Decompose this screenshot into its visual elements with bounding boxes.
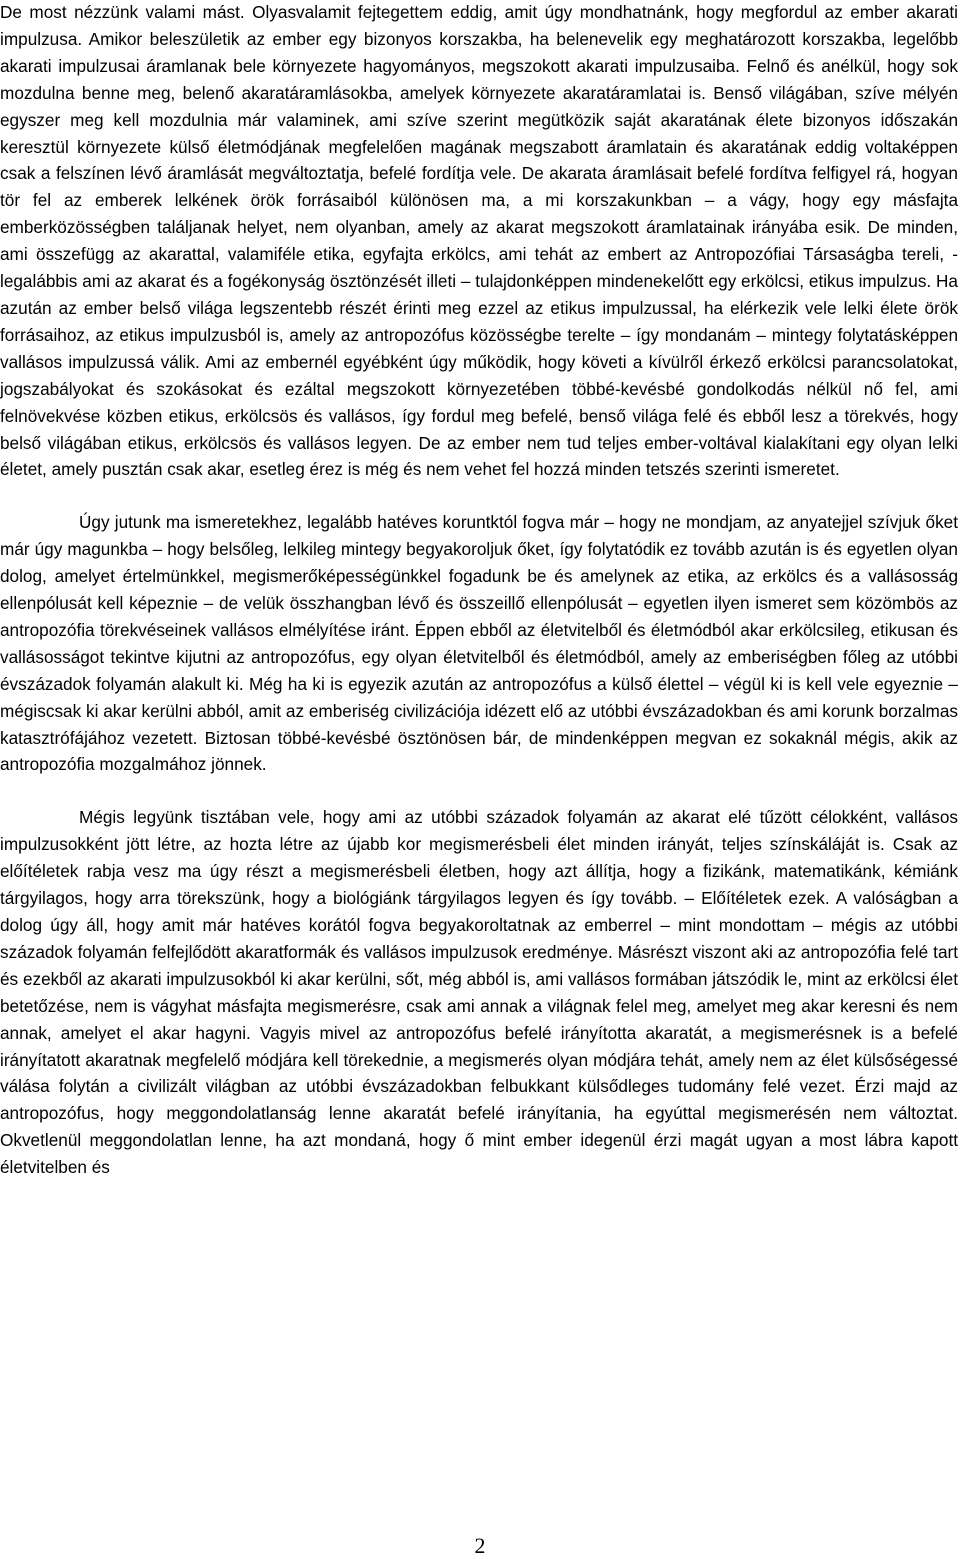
paragraph-2: Úgy jutunk ma ismeretekhez, legalább hatéves koruntktól fogva már – hogy ne mondjam, az anyatejjel szívjuk őket már úgy magunkba – hogy belsőleg, lelkileg mintegy begyakoroljuk őket, így folytatódik ez tovább azután is és egyetlen olyan dolog, amelyet értelmünkkel, megismerőképességünkkel fogadunk be és amelynek az etika, az erkölcs és a vallásosság ellenpólusát kell képeznie – de velük összhangban lévő és összeillő ellenpólusát – egyetlen ilyen ismeret sem közömbös az antropozófia törekvéseinek vallásos elmélyítése iránt. Éppen ebből az életvitelből és életmódból akar erkölcsileg, etikusan és vallásosságot tekintve kijutni az antropozófus, egy olyan életvitelből és életmódból, amely az emberiségben főleg az utóbbi évszázadok folyamán alakult ki. Még ha ki is egyezik azután az antropozófus a külső élettel – végül ki is kell vele egyeznie – mégiscsak ki akar kerülni abból, amit az emberiség civilizációja idézett elő az utóbbi évszázadokban és ami korunk borzalmas katasztrófájához vezetett. Biztosan többé-kevésbé ösztönösen bár, de mindenképpen megvan ez sokaknál mégis, akik az antropozófia mozgalmához jönnek.: [0, 512, 958, 775]
page-number: 2: [474, 1533, 486, 1558]
paragraph-3: Mégis legyünk tisztában vele, hogy ami az utóbbi századok folyamán az akarat elé tűzött célokként, vallásos impulzusokként jött létre, az hozta létre az újabb kor megismerésbeli élet minden irányát, teljes színskáláját is. Csak az előítéletek rabja vesz ma úgy részt a megismerésbeli életben, hogy azt állítja, hogy a fizikánk, matematikánk, kémiánk tárgyilagos, hogy arra törekszünk, hogy a biológiánk tárgyilagos legyen és így tovább. – Előítéletek ezek. A valóságban a dolog úgy áll, hogy amit már hatéves korától fogva begyakoroltatnak az emberrel – mint mondottam – mégis az utóbbi századok folyamán felfejlődött akaratformák és vallásos impulzusok eredménye. Másrészt viszont aki az antropozófia felé tart és ezekből az akarati impulzusokból ki akar kerülni, sőt, még abból is, ami vallásos formában játszódik le, mint az erkölcsi élet betetőzése, nem is vágyhat másfajta megismerésre, csak ami annak a világnak felel meg, amelyet meg akar keresni és nem annak, amelyet el akar hagyni. Vagyis mivel az antropozófus befelé irányította akaratát, a megismerésnek is a befelé irányítatott akaratnak megfelelő módjára kell törekednie, a megismerés olyan módjára tehát, amely nem az élet külsőségessé válása folytán a civilizált világban az utóbbi évszázadokban felbukkant külsődleges tudomány felé vezet. Érzi majd az antropozófus, hogy meggondolatlanság lenne akaratát befelé irányítania, ha egyúttal megismerésén nem változtat. Okvetlenül meggondolatlan lenne, ha azt mondaná, hogy ő mint ember idegenül érzi magát ugyan a most lábra kapott életvitelben és: [0, 807, 958, 1178]
paragraph-1: De most nézzünk valami mást. Olyasvalamit fejtegettem eddig, amit úgy mondhatnánk, hogy megfordul az ember akarati impulzusa. Amikor beleszületik az ember egy bizonyos korszakba, ha belenevelik egy meghatározott korszakba, legelőbb akarati impulzusai áramlanak bele környezete hagyományos, megszokott akarati impulzusaiba. Felnő és anélkül, hogy sok mozdulna benne meg, belenő akaratáramlásokba, amelyek környezete akaratáramlatai is. Benső világában, szíve mélyén egyszer meg kell mozdulnia már valaminek, ami szíve szerint megütközik saját akaratának élete bizonyos időszakán keresztül környezete külső életmódjának megfelelően magának megszabott áramlatain és akaratának eddig voltaképpen csak a felszínen lévő áramlását megváltoztatja, befelé fordítja vele. De akarata áramlásait befelé fordítva felfigyel rá, hogyan tör fel az emberek lelkének örök forrásaiból különösen ma, a mi korszakunkban – a vágy, hogy egy másfajta emberközösségben találjanak helyet, nem olyanban, amely az akarat megszokott áramlatainak irányába esik. De minden, ami összefügg az akarattal, valamiféle etika, egyfajta erkölcs, ami tehát az embert az Antropozófiai Társaságba tereli, - legalábbis ami az akarat és a fogékonyság ösztönzését illeti – tulajdonképpen mindenekelőtt egy erkölcsi, etikus impulzus. Ha azután az ember belső világa legszentebb részét érinti meg ezzel az etikus impulzussal, ha elérkezik vele lelki élete örök forrásaihoz, az etikus impulzusból is, amely az antropozófus közösségbe terelte – így mondanám – mintegy folytatásképpen vallásos impulzussá válik. Ami az embernél egyébként úgy működik, hogy követi a kívülről érkező erkölcsi parancsolatokat, jogszabályokat és szokásokat és ezáltal megszokott környezetében többé-kevésbé gondolkodás nélkül nő fel, ami felnövekvése közben etikus, erkölcsös és vallásos, így fordul meg befelé, benső világa felé és ebből lesz a törekvés, hogy belső világában etikus, erkölcsös és vallásos legyen. De az ember nem tud teljes ember-voltával kialakítani egy olyan lelki életet, amely pusztán csak akar, esetleg érez is még és nem vehet fel hozzá minden tetszés szerinti ismeretet.: [0, 2, 958, 480]
